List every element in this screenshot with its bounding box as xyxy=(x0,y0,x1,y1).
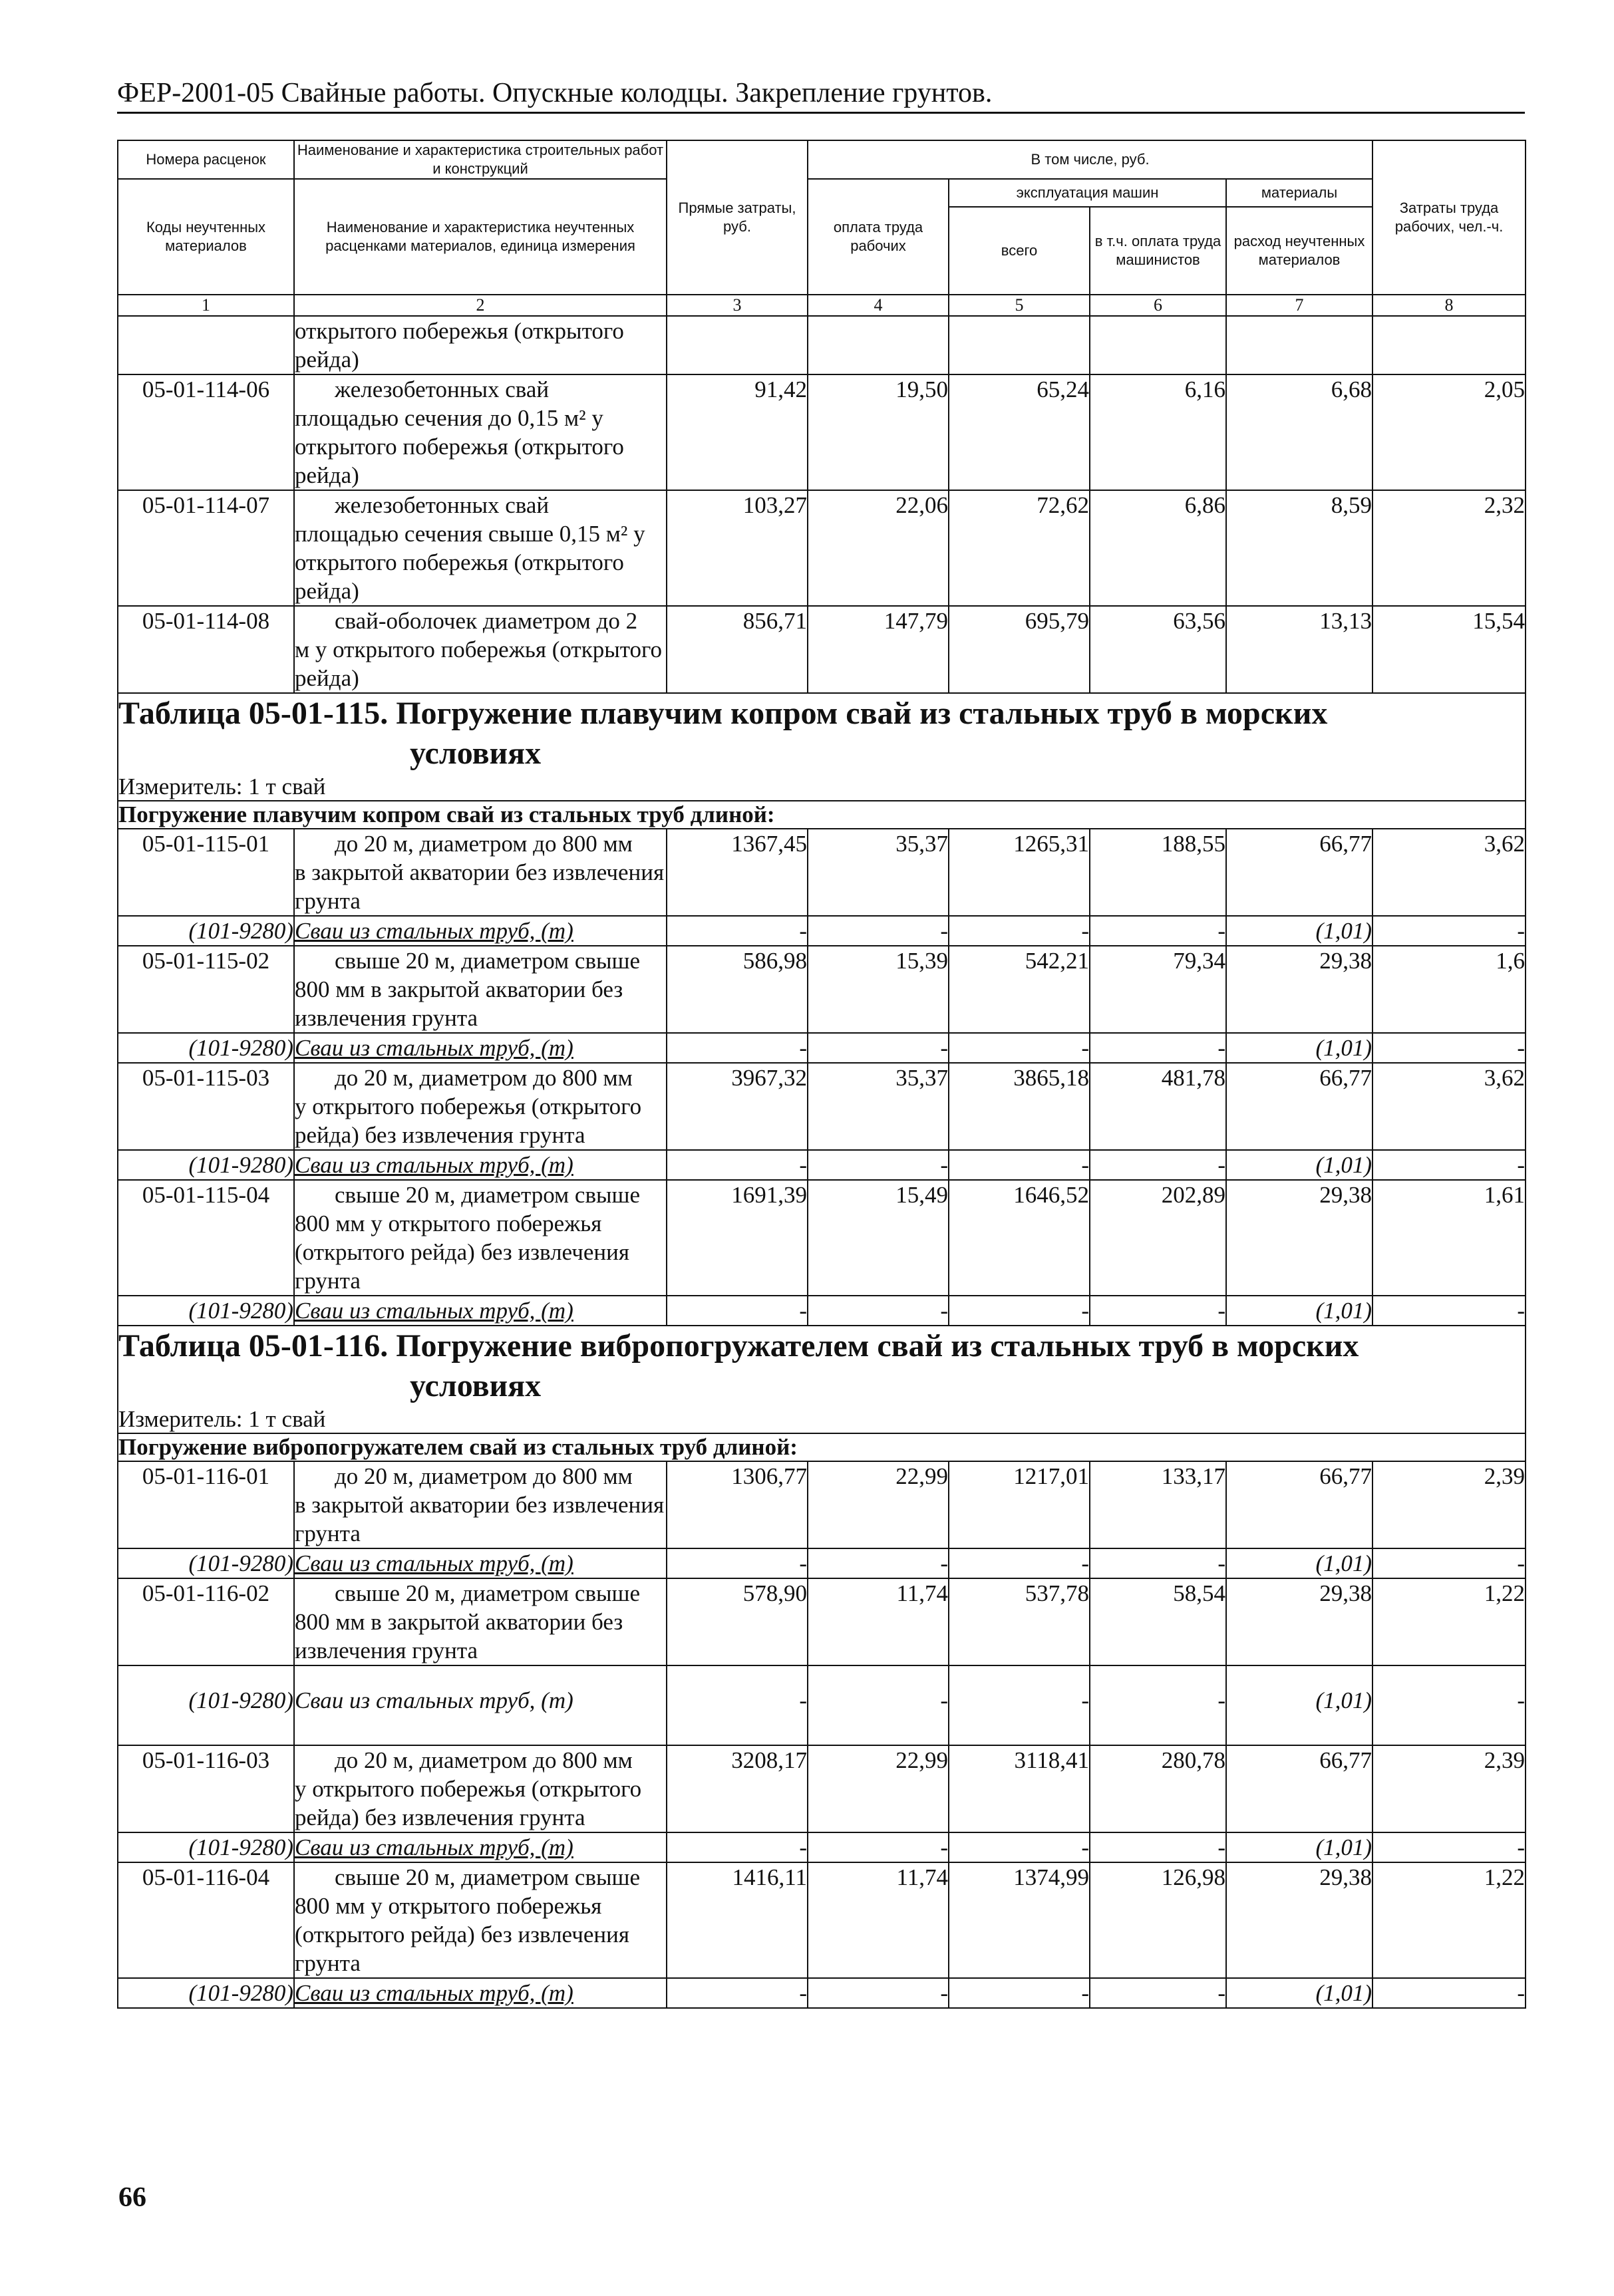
page-header: ФЕР-2001-05 Свайные работы. Опускные колодцы. Закрепление грунтов. xyxy=(117,74,1525,114)
material-value: - xyxy=(1372,1033,1526,1063)
desc-rest: в закрытой акватории без извлечения грунта xyxy=(295,859,665,914)
machines-total: 65,24 xyxy=(949,374,1090,490)
rate-code: 05-01-116-01 xyxy=(118,1461,294,1548)
head-num-4: 4 xyxy=(808,295,949,316)
material-value: - xyxy=(1090,1548,1226,1578)
table-115-title xyxy=(118,693,1526,774)
rate-code: 05-01-114-08 xyxy=(118,606,294,693)
desc-first-line: до 20 м, диаметром до 800 мм xyxy=(335,1463,633,1489)
desc-rest: в закрытой акватории без извлечения грунта xyxy=(295,1492,665,1546)
direct-cost: 3967,32 xyxy=(667,1063,808,1150)
materials-cost: 29,38 xyxy=(1226,1862,1372,1978)
desc-first-line: до 20 м, диаметром до 800 мм xyxy=(335,1747,633,1773)
table-116-title xyxy=(118,1326,1526,1406)
head-num-8: 8 xyxy=(1372,295,1526,316)
rate-description: открытого побережья (открытого рейда) xyxy=(294,316,667,374)
material-code: (101-9280) xyxy=(118,1978,294,2008)
material-value: - xyxy=(808,1665,949,1745)
head-including: В том числе, руб. xyxy=(808,140,1372,179)
machines-total: 542,21 xyxy=(949,946,1090,1033)
labor-pay: 19,50 xyxy=(808,374,949,490)
page-number: 66 xyxy=(118,2182,146,2213)
rate-description xyxy=(294,1578,667,1665)
labor-pay: 35,37 xyxy=(808,829,949,916)
table-row xyxy=(118,1862,1526,1978)
rate-description xyxy=(294,1063,667,1150)
head-num-3: 3 xyxy=(667,295,808,316)
materials-cost: 6,68 xyxy=(1226,374,1372,490)
material-value: - xyxy=(667,1150,808,1180)
table-row xyxy=(118,1063,1526,1150)
operators-pay: 202,89 xyxy=(1090,1180,1226,1296)
desc-rest: 800 мм у открытого побережья (открытого рейда) без извлечения грунта xyxy=(295,1211,629,1294)
material-quantity: (1,01) xyxy=(1226,1832,1372,1862)
material-value: - xyxy=(667,1832,808,1862)
rate-description xyxy=(294,490,667,606)
operators-pay: 79,34 xyxy=(1090,946,1226,1033)
head-machines: эксплуатация машин xyxy=(949,179,1226,207)
material-row xyxy=(118,1978,1526,2008)
material-value: - xyxy=(808,1548,949,1578)
head-materials: материалы xyxy=(1226,179,1372,207)
head-num-2: 2 xyxy=(294,295,667,316)
rate-code: 05-01-114-07 xyxy=(118,490,294,606)
material-value: - xyxy=(949,1548,1090,1578)
rate-description xyxy=(294,1180,667,1296)
rate-code: 05-01-116-03 xyxy=(118,1745,294,1832)
rate-description xyxy=(294,1862,667,1978)
material-code: (101-9280) xyxy=(118,1033,294,1063)
direct-cost: 578,90 xyxy=(667,1578,808,1665)
table-116-group-heading: Погружение вибропогружателем свай из стальных труб длиной: xyxy=(118,1433,1526,1461)
direct-cost: 3208,17 xyxy=(667,1745,808,1832)
materials-cost: 29,38 xyxy=(1226,946,1372,1033)
material-value: - xyxy=(1090,1296,1226,1326)
labor-pay: 15,39 xyxy=(808,946,949,1033)
desc-first-line: свыше 20 м, диаметром свыше xyxy=(335,1580,640,1606)
labor-pay: 22,99 xyxy=(808,1461,949,1548)
material-value: - xyxy=(1090,1665,1226,1745)
material-quantity: (1,01) xyxy=(1226,1665,1372,1745)
direct-cost: 1691,39 xyxy=(667,1180,808,1296)
material-value: - xyxy=(949,1296,1090,1326)
labor-pay: 147,79 xyxy=(808,606,949,693)
rate-code: 05-01-115-04 xyxy=(118,1180,294,1296)
head-machines-total: всего xyxy=(949,207,1090,295)
rate-code: 05-01-116-04 xyxy=(118,1862,294,1978)
labor-pay: 22,06 xyxy=(808,490,949,606)
machines-total: 72,62 xyxy=(949,490,1090,606)
material-value: - xyxy=(808,1978,949,2008)
table-row xyxy=(118,1578,1526,1665)
machines-total: 1217,01 xyxy=(949,1461,1090,1548)
table-116-measure: Измеритель: 1 т свай xyxy=(118,1406,1526,1433)
material-value: - xyxy=(808,1150,949,1180)
material-code: (101-9280) xyxy=(118,1548,294,1578)
material-value: - xyxy=(949,1978,1090,2008)
desc-first-line: до 20 м, диаметром до 800 мм xyxy=(335,831,633,857)
labor-hours: 2,39 xyxy=(1372,1461,1526,1548)
head-num-1: 1 xyxy=(118,295,294,316)
value-cell xyxy=(1372,316,1526,374)
value-cell xyxy=(1226,316,1372,374)
operators-pay: 6,16 xyxy=(1090,374,1226,490)
materials-cost: 8,59 xyxy=(1226,490,1372,606)
table-115-title-line1: Таблица 05-01-115. Погружение плавучим копром свай из стальных труб в морских xyxy=(118,696,1328,731)
rate-description xyxy=(294,829,667,916)
labor-hours: 1,22 xyxy=(1372,1862,1526,1978)
material-value: - xyxy=(1090,1978,1226,2008)
table-row xyxy=(118,1745,1526,1832)
operators-pay: 126,98 xyxy=(1090,1862,1226,1978)
labor-hours: 15,54 xyxy=(1372,606,1526,693)
table-row xyxy=(118,374,1526,490)
rate-description xyxy=(294,374,667,490)
material-value: - xyxy=(949,1033,1090,1063)
head-col1-top: Номера расценок xyxy=(118,140,294,179)
material-row xyxy=(118,916,1526,946)
rate-description xyxy=(294,1461,667,1548)
head-operators-pay: в т.ч. оплата труда машинистов xyxy=(1090,207,1226,295)
labor-pay: 11,74 xyxy=(808,1578,949,1665)
material-value: - xyxy=(949,1832,1090,1862)
direct-cost: 1367,45 xyxy=(667,829,808,916)
rate-description xyxy=(294,606,667,693)
labor-hours: 2,39 xyxy=(1372,1745,1526,1832)
material-value: - xyxy=(808,1832,949,1862)
rate-code: 05-01-115-02 xyxy=(118,946,294,1033)
material-value: - xyxy=(808,1033,949,1063)
desc-rest: 800 мм в закрытой акватории без извлечения грунта xyxy=(295,1609,623,1663)
labor-hours: 1,61 xyxy=(1372,1180,1526,1296)
material-value: - xyxy=(949,1665,1090,1745)
operators-pay: 280,78 xyxy=(1090,1745,1226,1832)
material-row xyxy=(118,1665,1526,1745)
labor-hours: 1,6 xyxy=(1372,946,1526,1033)
rate-description xyxy=(294,946,667,1033)
head-col2-top: Наименование и характеристика строительных работ и конструкций xyxy=(294,140,667,179)
materials-cost: 66,77 xyxy=(1226,1745,1372,1832)
head-unaccounted-materials: расход неучтенных материалов xyxy=(1226,207,1372,295)
material-value: - xyxy=(667,1296,808,1326)
material-value: - xyxy=(1372,1978,1526,2008)
material-value: - xyxy=(1372,1296,1526,1326)
desc-first-line: свыше 20 м, диаметром свыше xyxy=(335,1182,640,1208)
material-row xyxy=(118,1033,1526,1063)
head-col1-bottom: Коды неучтенных материалов xyxy=(118,179,294,295)
desc-first-line: свыше 20 м, диаметром свыше xyxy=(335,1864,640,1890)
table-row xyxy=(118,316,1526,374)
materials-cost: 29,38 xyxy=(1226,1180,1372,1296)
material-value: - xyxy=(667,1665,808,1745)
price-table xyxy=(117,140,1526,2009)
material-value: - xyxy=(1090,916,1226,946)
material-code: (101-9280) xyxy=(118,1296,294,1326)
head-direct-costs: Прямые затраты, руб. xyxy=(667,140,808,295)
desc-first-line: до 20 м, диаметром до 800 мм xyxy=(335,1065,633,1091)
labor-hours: 2,32 xyxy=(1372,490,1526,606)
material-quantity: (1,01) xyxy=(1226,1978,1372,2008)
desc-first-line: свай-оболочек диаметром до 2 xyxy=(335,608,638,634)
labor-pay: 22,99 xyxy=(808,1745,949,1832)
desc-first-line: свыше 20 м, диаметром свыше xyxy=(335,948,640,974)
material-value: - xyxy=(1372,1150,1526,1180)
machines-total: 1265,31 xyxy=(949,829,1090,916)
operators-pay: 58,54 xyxy=(1090,1578,1226,1665)
desc-rest: у открытого побережья (открытого рейда) без извлечения грунта xyxy=(295,1776,642,1830)
material-quantity: (1,01) xyxy=(1226,1033,1372,1063)
materials-cost: 66,77 xyxy=(1226,829,1372,916)
material-description: Сваи из стальных труб, (т) xyxy=(294,1296,667,1326)
labor-pay: 35,37 xyxy=(808,1063,949,1150)
machines-total: 3118,41 xyxy=(949,1745,1090,1832)
material-value: - xyxy=(667,916,808,946)
material-code: (101-9280) xyxy=(118,1665,294,1745)
operators-pay: 63,56 xyxy=(1090,606,1226,693)
table-115-group-heading: Погружение плавучим копром свай из стальных труб длиной: xyxy=(118,801,1526,829)
material-description: Сваи из стальных труб, (т) xyxy=(294,1665,667,1745)
labor-hours: 1,22 xyxy=(1372,1578,1526,1665)
table-116-title-line2: условиях xyxy=(410,1368,542,1403)
desc-rest: площадью сечения свыше 0,15 м² у открытого побережья (открытого рейда) xyxy=(295,521,645,604)
rate-code: 05-01-114-06 xyxy=(118,374,294,490)
material-description: Сваи из стальных труб, (т) xyxy=(294,1150,667,1180)
materials-cost: 66,77 xyxy=(1226,1063,1372,1150)
value-cell xyxy=(1090,316,1226,374)
machines-total: 1374,99 xyxy=(949,1862,1090,1978)
head-num-6: 6 xyxy=(1090,295,1226,316)
machines-total: 537,78 xyxy=(949,1578,1090,1665)
table-row xyxy=(118,490,1526,606)
material-code: (101-9280) xyxy=(118,1150,294,1180)
material-description: Сваи из стальных труб, (т) xyxy=(294,916,667,946)
labor-hours: 3,62 xyxy=(1372,1063,1526,1150)
desc-rest: м у открытого побережья (открытого рейда) xyxy=(295,637,663,691)
material-value: - xyxy=(949,1150,1090,1180)
desc-rest: 800 мм в закрытой акватории без извлечения грунта xyxy=(295,976,623,1031)
head-col2-bottom: Наименование и характеристика неучтенных расценками материалов, единица измерения xyxy=(294,179,667,295)
direct-cost: 1416,11 xyxy=(667,1862,808,1978)
head-num-5: 5 xyxy=(949,295,1090,316)
desc-rest: 800 мм у открытого побережья (открытого рейда) без извлечения грунта xyxy=(295,1893,629,1976)
head-labor-cost: Затраты труда рабочих, чел.-ч. xyxy=(1372,140,1526,295)
rate-code: 05-01-115-03 xyxy=(118,1063,294,1150)
material-value: - xyxy=(949,916,1090,946)
operators-pay: 188,55 xyxy=(1090,829,1226,916)
material-value: - xyxy=(667,1978,808,2008)
machines-total: 3865,18 xyxy=(949,1063,1090,1150)
material-value: - xyxy=(808,1296,949,1326)
materials-cost: 13,13 xyxy=(1226,606,1372,693)
operators-pay: 481,78 xyxy=(1090,1063,1226,1150)
operators-pay: 133,17 xyxy=(1090,1461,1226,1548)
material-value: - xyxy=(1090,1033,1226,1063)
materials-cost: 29,38 xyxy=(1226,1578,1372,1665)
direct-cost: 1306,77 xyxy=(667,1461,808,1548)
table-row xyxy=(118,1180,1526,1296)
head-labor-pay: оплата труда рабочих xyxy=(808,179,949,295)
head-num-7: 7 xyxy=(1226,295,1372,316)
material-value: - xyxy=(1372,1665,1526,1745)
material-row xyxy=(118,1832,1526,1862)
direct-cost: 586,98 xyxy=(667,946,808,1033)
rate-code: 05-01-116-02 xyxy=(118,1578,294,1665)
labor-pay: 15,49 xyxy=(808,1180,949,1296)
material-value: - xyxy=(808,916,949,946)
material-value: - xyxy=(667,1548,808,1578)
machines-total: 695,79 xyxy=(949,606,1090,693)
value-cell xyxy=(667,316,808,374)
desc-rest: у открытого побережья (открытого рейда) без извлечения грунта xyxy=(295,1093,642,1148)
machines-total: 1646,52 xyxy=(949,1180,1090,1296)
material-value: - xyxy=(1090,1150,1226,1180)
rate-code: 05-01-115-01 xyxy=(118,829,294,916)
material-code: (101-9280) xyxy=(118,916,294,946)
rate-description xyxy=(294,1745,667,1832)
direct-cost: 856,71 xyxy=(667,606,808,693)
value-cell xyxy=(808,316,949,374)
table-row xyxy=(118,1461,1526,1548)
operators-pay: 6,86 xyxy=(1090,490,1226,606)
material-row xyxy=(118,1296,1526,1326)
material-description: Сваи из стальных труб, (т) xyxy=(294,1832,667,1862)
material-description: Сваи из стальных труб, (т) xyxy=(294,1548,667,1578)
value-cell xyxy=(949,316,1090,374)
material-description: Сваи из стальных труб, (т) xyxy=(294,1978,667,2008)
table-116-title-line1: Таблица 05-01-116. Погружение вибропогружателем свай из стальных труб в морских xyxy=(118,1328,1359,1363)
material-value: - xyxy=(1372,1548,1526,1578)
materials-cost: 66,77 xyxy=(1226,1461,1372,1548)
material-row xyxy=(118,1548,1526,1578)
material-value: - xyxy=(1090,1832,1226,1862)
material-quantity: (1,01) xyxy=(1226,1296,1372,1326)
material-quantity: (1,01) xyxy=(1226,1150,1372,1180)
table-row xyxy=(118,829,1526,916)
material-value: - xyxy=(667,1033,808,1063)
labor-pay: 11,74 xyxy=(808,1862,949,1978)
table-row xyxy=(118,606,1526,693)
material-code: (101-9280) xyxy=(118,1832,294,1862)
material-description: Сваи из стальных труб, (т) xyxy=(294,1033,667,1063)
table-115-measure: Измеритель: 1 т свай xyxy=(118,774,1526,801)
desc-rest: площадью сечения до 0,15 м² у открытого побережья (открытого рейда) xyxy=(295,405,624,488)
labor-hours: 2,05 xyxy=(1372,374,1526,490)
rate-code xyxy=(118,316,294,374)
material-quantity: (1,01) xyxy=(1226,1548,1372,1578)
labor-hours: 3,62 xyxy=(1372,829,1526,916)
table-115-title-line2: условиях xyxy=(410,736,542,771)
table-row xyxy=(118,946,1526,1033)
material-row xyxy=(118,1150,1526,1180)
direct-cost: 103,27 xyxy=(667,490,808,606)
material-value: - xyxy=(1372,1832,1526,1862)
desc-first-line: железобетонных свай xyxy=(335,376,550,402)
direct-cost: 91,42 xyxy=(667,374,808,490)
material-quantity: (1,01) xyxy=(1226,916,1372,946)
material-value: - xyxy=(1372,916,1526,946)
desc-first-line: железобетонных свай xyxy=(335,492,550,518)
